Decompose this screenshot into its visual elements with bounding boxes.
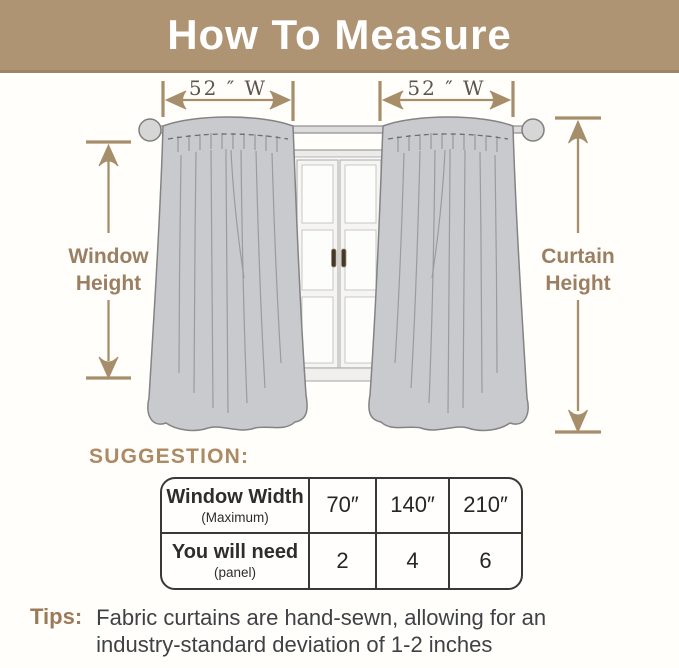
table-cell-panels-2: 2 [310,534,377,589]
rod-finial-right [522,119,544,141]
page-title: How To Measure [167,11,512,58]
table-cell-panels-6: 6 [479,547,492,573]
banner [0,0,679,73]
table-cell-width-70: 70″ [310,479,377,534]
arrow-down-icon [569,410,588,432]
tips-section [30,604,660,658]
table-cell-width-140: 140″ [377,479,450,534]
window-height-label: Window Height [68,245,149,295]
measure-diagram [0,73,679,445]
table-cell-panels-4: 4 [377,534,450,589]
suggestion-heading: SUGGESTION: [89,445,250,468]
panel-width-label-right: 52 ″ W [407,76,486,100]
tips-label: Tips: [30,604,83,629]
table-header-you-will-need: You will need (panel) [162,534,310,589]
table-cell-width-210: 210″ [450,479,521,534]
table-header-window-width: Window Width (Maximum) [162,479,310,534]
suggestion-table [160,477,523,590]
rod-finial-left [139,119,161,141]
right-curtain-panel [369,117,528,430]
tips-text: Fabric curtains are hand-sewn, allowing for an industry-standard deviation of 1-2 inches [96,605,547,657]
panel-width-label-left: 52 ″ W [188,76,268,100]
curtain-height-label: Curtain Height [541,245,615,295]
